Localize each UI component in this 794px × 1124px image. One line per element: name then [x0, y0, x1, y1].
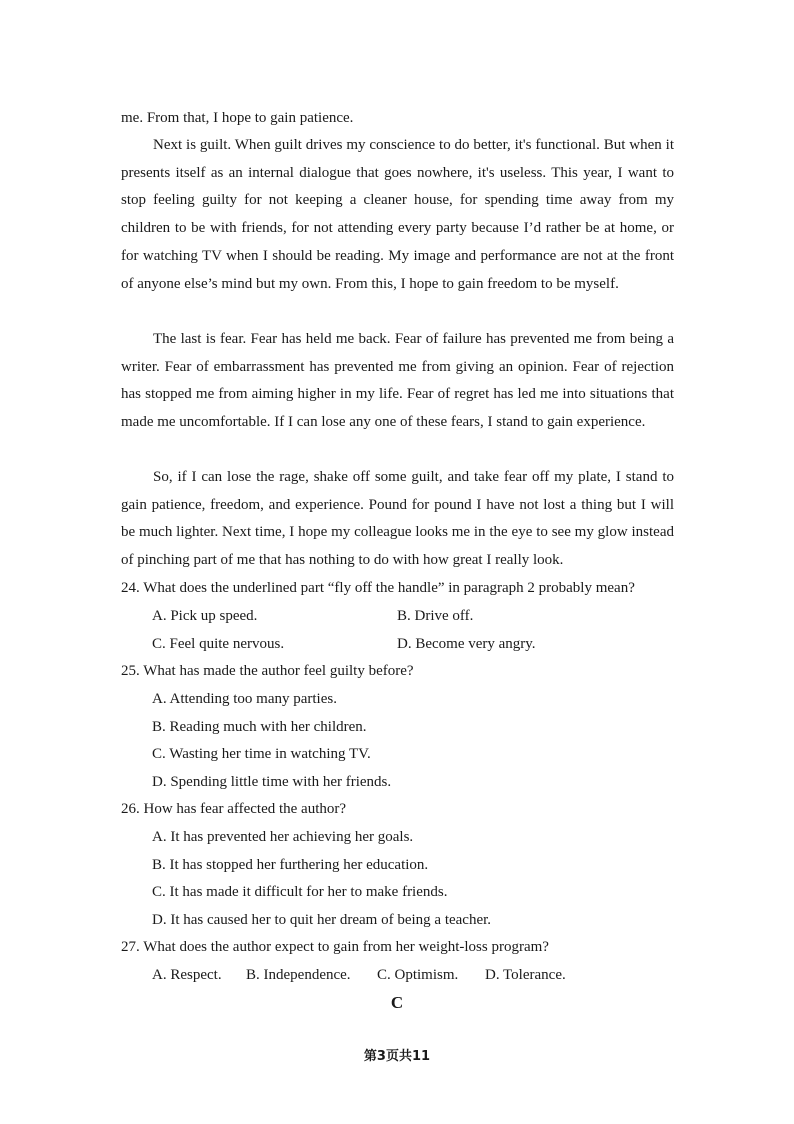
paragraph-fear-text: The last is fear. Fear has held me back. Fear of failure has prevented me from being a writer. Fear of embarrassment has prevented me from giving an opinion. Fear of rejection has stopped me from aiming higher in my life. Fear of regret has led me into situations that made me uncomfortable. If I can lose any one of these fears, I stand to gain experience. — [121, 331, 674, 431]
paragraph-fear — [121, 326, 674, 437]
question-27-option-a[interactable]: A. Respect. — [152, 967, 222, 983]
paragraph-conclusion — [121, 464, 674, 575]
question-24-option-d[interactable]: D. Become very angry. — [397, 636, 536, 652]
question-25-option-a[interactable]: A. Attending too many parties. — [152, 691, 337, 707]
paragraph-guilt-text: Next is guilt. When guilt drives my conscience to do better, it's functional. But when it presents itself as an internal dialogue that goes nowhere, it's useless. This year, I want to stop feeling guilty for not keeping a cleaner house, for spending time away from my children to be with friends, for not attending every party because I’d rather be at home, or for watching TV when I should be reading. My image and performance are not at the front of anyone else’s mind but my own. From this, I hope to gain freedom to be myself. — [121, 137, 674, 292]
question-26-stem: 26. How has fear affected the author? — [121, 801, 347, 817]
section-label: C — [390, 993, 404, 1012]
paragraph-continuation: me. From that, I hope to gain patience. — [121, 110, 354, 126]
question-24-option-c[interactable]: C. Feel quite nervous. — [152, 636, 285, 652]
question-24-option-b[interactable]: B. Drive off. — [397, 608, 474, 624]
question-27-option-c[interactable]: C. Optimism. — [377, 967, 459, 983]
question-27-option-d[interactable]: D. Tolerance. — [485, 967, 566, 983]
question-26-option-d[interactable]: D. It has caused her to quit her dream of being a teacher. — [152, 912, 492, 928]
question-25-option-d[interactable]: D. Spending little time with her friends. — [152, 774, 392, 790]
question-24-option-a[interactable]: A. Pick up speed. — [152, 608, 258, 624]
question-25-stem: 25. What has made the author feel guilty before? — [121, 663, 414, 679]
question-26-option-a[interactable]: A. It has prevented her achieving her goals. — [152, 829, 414, 845]
question-25-option-c[interactable]: C. Wasting her time in watching TV. — [152, 746, 371, 762]
paragraph-conclusion-text: So, if I can lose the rage, shake off some guilt, and take fear off my plate, I stand to gain patience, freedom, and experience. Pound for pound I have not lost a thing but I will be much lighter. Next time, I hope my colleague looks me in the eye to see my glow instead of pinching part of me that has nothing to do with how great I really look. — [121, 469, 674, 569]
question-26-option-c[interactable]: C. It has made it difficult for her to make friends. — [152, 884, 448, 900]
question-27-stem: 27. What does the author expect to gain from her weight-loss program? — [121, 939, 549, 955]
question-27-option-b[interactable]: B. Independence. — [246, 967, 351, 983]
question-24-stem: 24. What does the underlined part “fly off the handle” in paragraph 2 probably mean? — [121, 580, 635, 596]
paragraph-guilt — [121, 132, 674, 298]
question-26-option-b[interactable]: B. It has stopped her furthering her education. — [152, 857, 429, 873]
question-25-option-b[interactable]: B. Reading much with her children. — [152, 719, 367, 735]
page-number-footer: 第3页共11 — [363, 1049, 431, 1064]
